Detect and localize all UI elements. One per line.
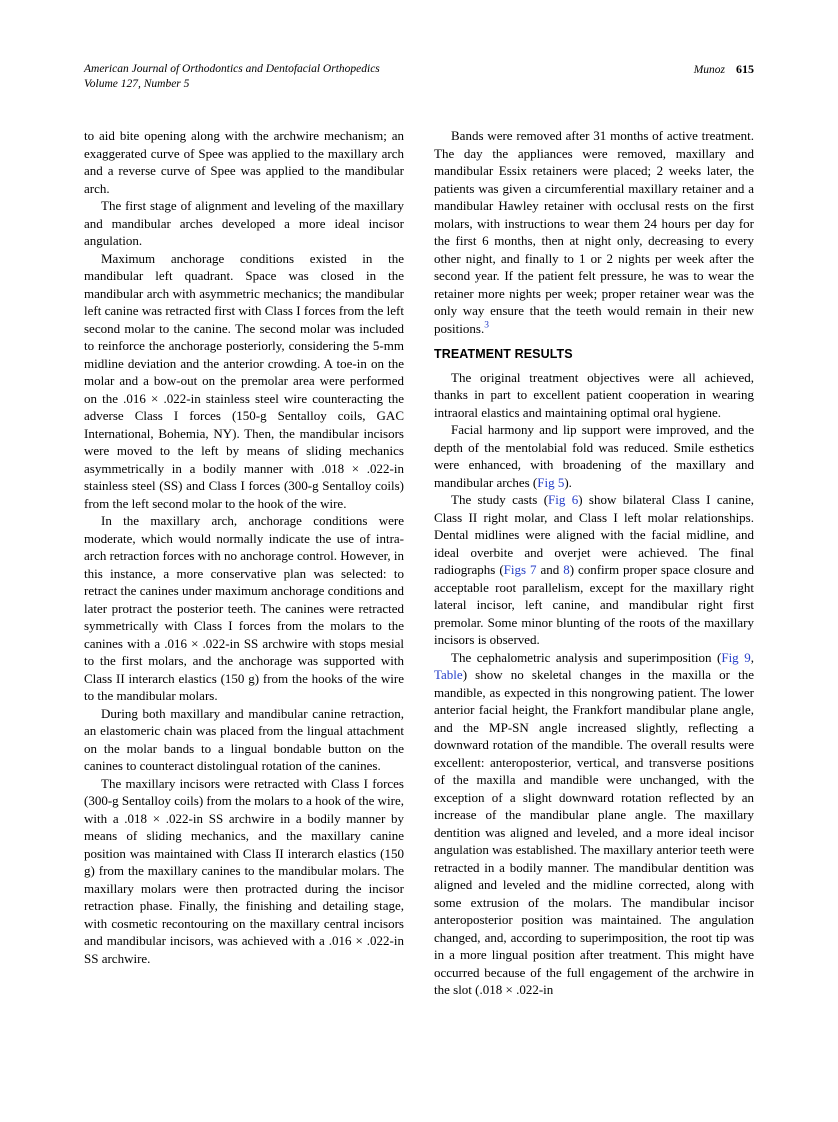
text-run: The original treatment objectives were all achieved, thanks in part to excellent patient cooperation in wearing intraoral elastics and maintaining optimal oral hygiene. [434,369,754,420]
text-run: The maxillary incisors were retracted with Class I forces (300-g Sentalloy coils) from the molars to a hook of the wire, with a .018 × .022-in SS archwire in a bodily manner by means of sliding mechanics, and the maxillary canine position was maintained with Class II interarch elastics (150 g) from the maxillary canines to the mandibular molars. The maxillary molars were then protracted during the incisor retraction phase. Finally, the finishing and detailing stage, with cosmetic recontouring on the maxillary central incisors and mandibular incisors, was achieved with a .016 × .022-in SS archwire. [84,775,404,966]
paragraph [84,250,404,513]
text-run: Bands were removed after 31 months of active treatment. The day the appliances were removed, maxillary and mandibular Essix retainers were placed; 2 weeks later, the patients was given a circumferential maxillary retainer and a mandibular Hawley retainer with occlusal rests on the first molars, with instructions to wear them 24 hours per day for the first 6 months, then at night only, decreasing to every other night, and finally to 1 or 2 nights per week after the second year. If the patient felt pressure, he was to wear the retainer more nights per week; proper retainer wear was the only way ensure that the teeth would remain in their new positions. [434,128,754,336]
text-run: The study casts ( [451,492,549,507]
paragraph [434,127,754,337]
text-run: to aid bite opening along with the archwire mechanism; an exaggerated curve of Spee was applied to the maxillary arch and a reverse curve of Spee was applied to the mandibular arch. [84,128,404,196]
running-head [694,62,754,78]
text-run: ) show no skeletal changes in the maxilla or the mandible, as expected in this nongrowing patient. The lower anterior facial height, the Frankfort mandibular plane angle, and the MP-SN angle increased slightly, reflecting a downward rotation of the mandible. The overall results were excellent: anteroposterior, vertical, and transverse positions of the maxilla and mandible were unchanged, with the exception of a slight downward rotation reflected by an increase of the mandibular plane angle. The maxillary dentition was aligned and leveled, and a more ideal incisor angulation was established. The maxillary anterior teeth were retracted in a bodily manner. The mandibular dentition was aligned and leveled and the midline corrected, along with some extrusion of the molars. The mandibular incisor anteroposterior position was maintained. The angulation changed, and, according to superimposition, the root tip was in a more lingual position after treatment. This might have occurred because of the full engagement of the archwire in the slot (.018 × .022-in [434,667,754,997]
paragraph [84,127,404,197]
paragraph [84,512,404,705]
text-run: ) show bilateral Class I canine, Class II right molar, and Class I left molar relationships. Dental midlines were aligned with the facial midline, and ideal overbite and overjet were achieved. The final radiographs ( [434,492,755,577]
right-column [434,127,754,999]
figure-link[interactable]: Table [434,667,463,682]
text-run: ). [564,474,572,490]
figure-link[interactable]: 8 [563,562,570,577]
text-run: Facial harmony and lip support were improved, and the depth of the mentolabial fold was reduced. Smile esthetics were enhanced, with broadening of the maxillary and mandibular arches ( [434,422,754,490]
text-run: The first stage of alignment and leveling of the maxillary and mandibular arches developed a more ideal incisor angulation. [84,198,404,248]
page-header [84,62,754,91]
figure-link[interactable]: Fig 5 [537,474,565,490]
text-run: , [750,649,754,665]
figure-link[interactable]: Fig 6 [548,492,579,507]
figure-link[interactable]: Figs 7 [503,562,537,577]
paragraph [84,197,404,250]
journal-issue: Volume 127, Number 5 [84,77,190,90]
text-run: In the maxillary arch, anchorage conditions were moderate, which would normally indicate the use of intra-arch retraction forces with no anchorage control. However, in this instance, a more conservative plan was selected: to retract the canines under maximum anchorage conditions and later protract the posterior teeth. The canines were retracted symmetrically with Class I forces from the molars to the canines with a .016 × .022-in SS archwire with stops mesial to the first molars, and the anchorage was supported with Class II interarch elastics (150 g) from the hooks of the wire to the mandibular molars. [84,513,405,703]
paragraph [434,649,754,999]
page-number: 615 [736,62,754,76]
article-body [84,127,754,999]
journal-title: American Journal of Orthodontics and Dentofacial Orthopedics [84,63,380,75]
reference-link[interactable]: 3 [484,320,489,331]
journal-info [84,62,380,91]
paragraph [434,491,754,649]
paragraph [434,421,754,491]
paragraph [84,705,404,775]
left-column [84,127,404,999]
figure-link[interactable]: Fig 9 [721,649,751,665]
text-run: and [536,562,564,577]
right-column-intro [434,127,754,337]
paragraph [84,775,404,968]
section-heading: TREATMENT RESULTS [434,347,573,361]
text-run: ) confirm proper space closure and acceptable root parallelism, except for the maxillary right lateral incisor, left canine, and mandibular right first premolar. Some minor blunting of the roots of the maxillary incisors is observed. [434,562,755,647]
text-run: During both maxillary and mandibular canine retraction, an elastomeric chain was placed from the lingual attachment on the molar bands to a lingual bondable button on the canines to counteract distolingual rotation of the canines. [84,705,404,773]
text-run: The cephalometric analysis and superimposition ( [451,649,722,665]
paragraph [434,369,754,422]
text-run: Maximum anchorage conditions existed in the mandibular left quadrant. Space was closed in the mandibular arch with asymmetric mechanics; the mandibular left canine was retracted first with Class I forces from the left second molar to the canine. The second molar was included to reinforce the anchorage posteriorly, considering the 5-mm midline deviation and the anterior crowding. A toe-in on the molar and a bow-out on the premolar area were performed on the .016 × .022-in stainless steel wire counteracting the adverse Class I forces (150-g Sentalloy coils, GAC International, Bohemia, NY). Then, the mandibular incisors were moved to the left by means of sliding mechanics asymmetrically in a bodily manner with .018 × .022-in stainless steel (SS) and Class I forces (300-g Sentalloy coils) from the left second molar to the hook of the wire. [84,250,404,511]
right-column-results [434,369,754,999]
author-name: Munoz [693,64,725,76]
